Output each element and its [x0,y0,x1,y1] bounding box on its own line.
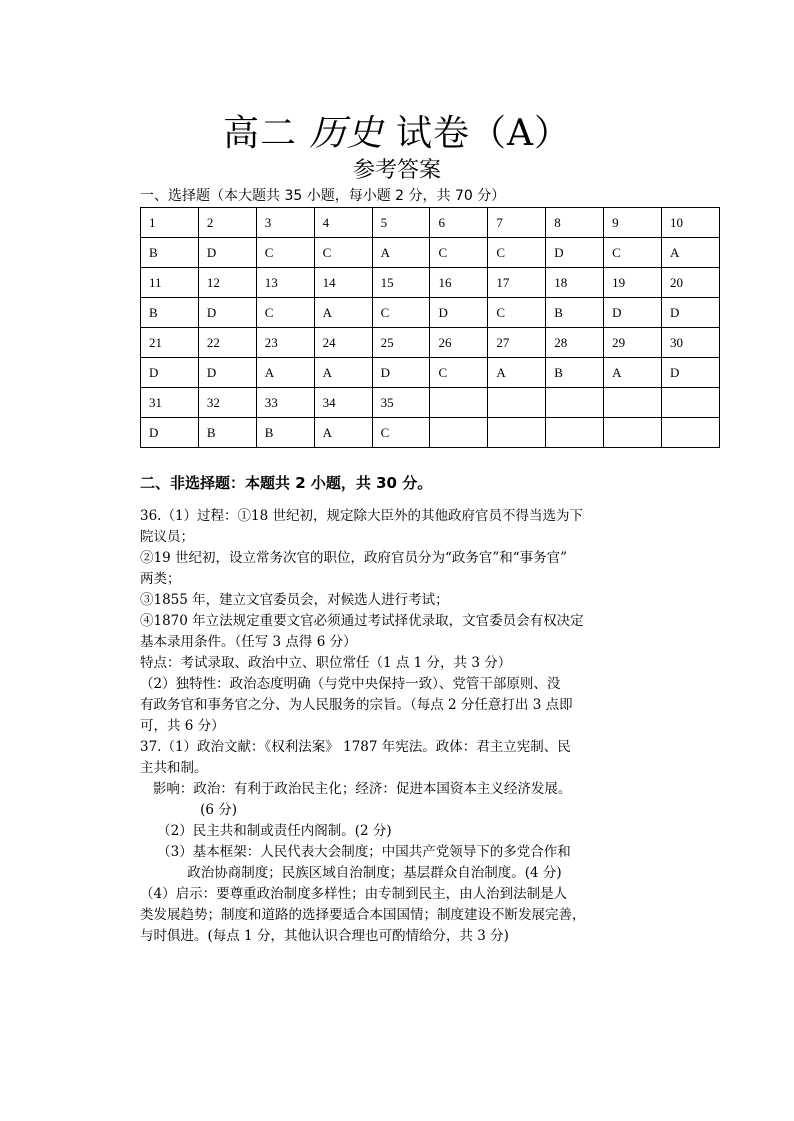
question-number-cell: 34 [314,388,372,418]
question-number-row [141,388,720,418]
answer-row [141,358,720,388]
question-number-row [141,208,720,238]
answer-row [141,418,720,448]
question-number-cell: 1 [141,208,199,238]
answer-cell [488,418,546,448]
question-number-cell [430,388,488,418]
answer-line: 37.（1）政治文献：《权利法案》 1787 年宪法。政体：君主立宪制、民 [140,739,571,755]
question-number-cell: 9 [604,208,662,238]
title-subject: 历史 [309,113,384,154]
answer-cell: A [314,298,372,328]
answer-cell: A [256,358,314,388]
answer-cell: A [488,358,546,388]
question-number-cell: 32 [198,388,256,418]
answer-cell: C [256,238,314,268]
answer-cell: A [662,238,720,268]
answer-cell: C [488,298,546,328]
question-number-cell: 23 [256,328,314,358]
title-grade: 高二 [223,113,298,154]
answer-cell: D [141,358,199,388]
answer-cell: C [256,298,314,328]
answer-line: 有政务官和事务官之分、为人民服务的宗旨。（每点 2 分任意打出 3 点即 [140,697,573,713]
question-number-row [141,268,720,298]
question-number-cell: 5 [372,208,430,238]
answer-cell [604,418,662,448]
answer-line: 基本录用条件。（任写 3 点得 6 分） [140,634,357,650]
question-number-cell: 12 [198,268,256,298]
answer-line: 与时俱进。(每点 1 分，其他认识合理也可酌情给分，共 3 分) [140,928,509,944]
question-number-cell: 27 [488,328,546,358]
question-number-cell: 2 [198,208,256,238]
answer-cell: B [141,238,199,268]
answer-cell: D [198,358,256,388]
answer-cell: D [430,298,488,328]
answer-cell: B [546,358,604,388]
question-number-cell: 24 [314,328,372,358]
question-number-cell: 30 [662,328,720,358]
question-number-cell: 10 [662,208,720,238]
answer-line: （4）启示：要尊重政治制度多样性；由专制到民主，由人治到法制是人 [140,886,568,902]
answer-line: （2）独特性：政治态度明确（与党中央保持一致）、党管干部原则、没 [140,676,561,692]
question-number-cell: 28 [546,328,604,358]
question-number-cell [662,388,720,418]
answer-cell: C [430,358,488,388]
question-number-cell: 21 [141,328,199,358]
question-number-cell: 17 [488,268,546,298]
question-number-cell: 35 [372,388,430,418]
question-number-cell: 22 [198,328,256,358]
answer-cell [662,418,720,448]
answer-cell: D [141,418,199,448]
answer-cell: A [372,238,430,268]
answer-line: ②19 世纪初，设立常务次官的职位，政府官员分为“政务官”和“事务官” [140,550,568,566]
answer-cell: B [141,298,199,328]
answer-cell: D [604,298,662,328]
answer-cell: C [488,238,546,268]
answer-cell: D [546,238,604,268]
question-number-cell: 25 [372,328,430,358]
answer-cell: A [604,358,662,388]
answer-cell [430,418,488,448]
answer-line: 主共和制。 [140,760,208,776]
answer-line: 类发展趋势；制度和道路的选择要适合本国国情；制度建设不断发展完善， [140,907,586,923]
question-number-cell: 18 [546,268,604,298]
question-number-cell [546,388,604,418]
answer-cell: C [430,238,488,268]
question-number-cell: 26 [430,328,488,358]
question-number-cell: 29 [604,328,662,358]
answer-line: ④1870 年立法规定重要文官必须通过考试择优录取，文官委员会有权决定 [140,613,584,629]
section2-heading: 二、非选择题：本题共 2 小题，共 30 分。 [140,474,433,492]
answer-row [141,238,720,268]
answer-body [140,506,660,947]
answer-line: （2）民主共和制或责任内阁制。(2 分) [140,823,392,839]
question-number-cell: 14 [314,268,372,298]
answer-cell [546,418,604,448]
answer-line: 院议员； [140,529,194,545]
question-number-cell: 20 [662,268,720,298]
question-number-cell: 3 [256,208,314,238]
question-number-cell: 4 [314,208,372,238]
answer-cell: C [604,238,662,268]
question-number-cell: 13 [256,268,314,298]
answer-line: 36.（1）过程：①18 世纪初，规定除大臣外的其他政府官员不得当选为下 [140,508,584,524]
question-number-cell: 16 [430,268,488,298]
answer-key-subtitle: 参考答案 [352,158,441,183]
answer-line: 可，共 6 分） [140,718,225,734]
question-number-cell [488,388,546,418]
answer-cell: C [314,238,372,268]
answer-cell: D [198,298,256,328]
question-number-cell: 33 [256,388,314,418]
question-number-row [141,328,720,358]
question-number-cell [604,388,662,418]
answer-cell: B [256,418,314,448]
question-number-cell: 7 [488,208,546,238]
question-number-cell: 31 [141,388,199,418]
answer-cell: B [546,298,604,328]
answer-line: 影响：政治：有利于政治民主化；经济：促进本国资本主义经济发展。 [140,781,572,797]
answer-cell: C [372,298,430,328]
exam-title [0,112,794,156]
answer-cell: A [314,418,372,448]
answer-cell: D [662,298,720,328]
question-number-cell: 15 [372,268,430,298]
section1-heading: 一、选择题（本大题共 35 小题，每小题 2 分，共 70 分） [140,188,506,204]
answer-cell: D [198,238,256,268]
answer-line: （3）基本框架：人民代表大会制度；中国共产党领导下的多党合作和 [140,844,571,860]
answer-line: 两类； [140,571,181,587]
answer-line: (6 分) [140,802,237,818]
answer-line: 特点：考试录取、政治中立、职位常任（1 点 1 分，共 3 分） [140,655,512,671]
title-paper: 试卷（A） [395,113,571,154]
question-number-cell: 19 [604,268,662,298]
answer-row [141,298,720,328]
question-number-cell: 11 [141,268,199,298]
question-number-cell: 6 [430,208,488,238]
answer-table [140,207,720,448]
answer-cell: C [372,418,430,448]
question-number-cell: 8 [546,208,604,238]
answer-cell: A [314,358,372,388]
answer-cell: D [372,358,430,388]
answer-line: ③1855 年，建立文官委员会，对候选人进行考试； [140,592,449,608]
answer-line: 政治协商制度；民族区域自治制度；基层群众自治制度。(4 分) [140,865,562,881]
answer-cell: D [662,358,720,388]
answer-cell: B [198,418,256,448]
